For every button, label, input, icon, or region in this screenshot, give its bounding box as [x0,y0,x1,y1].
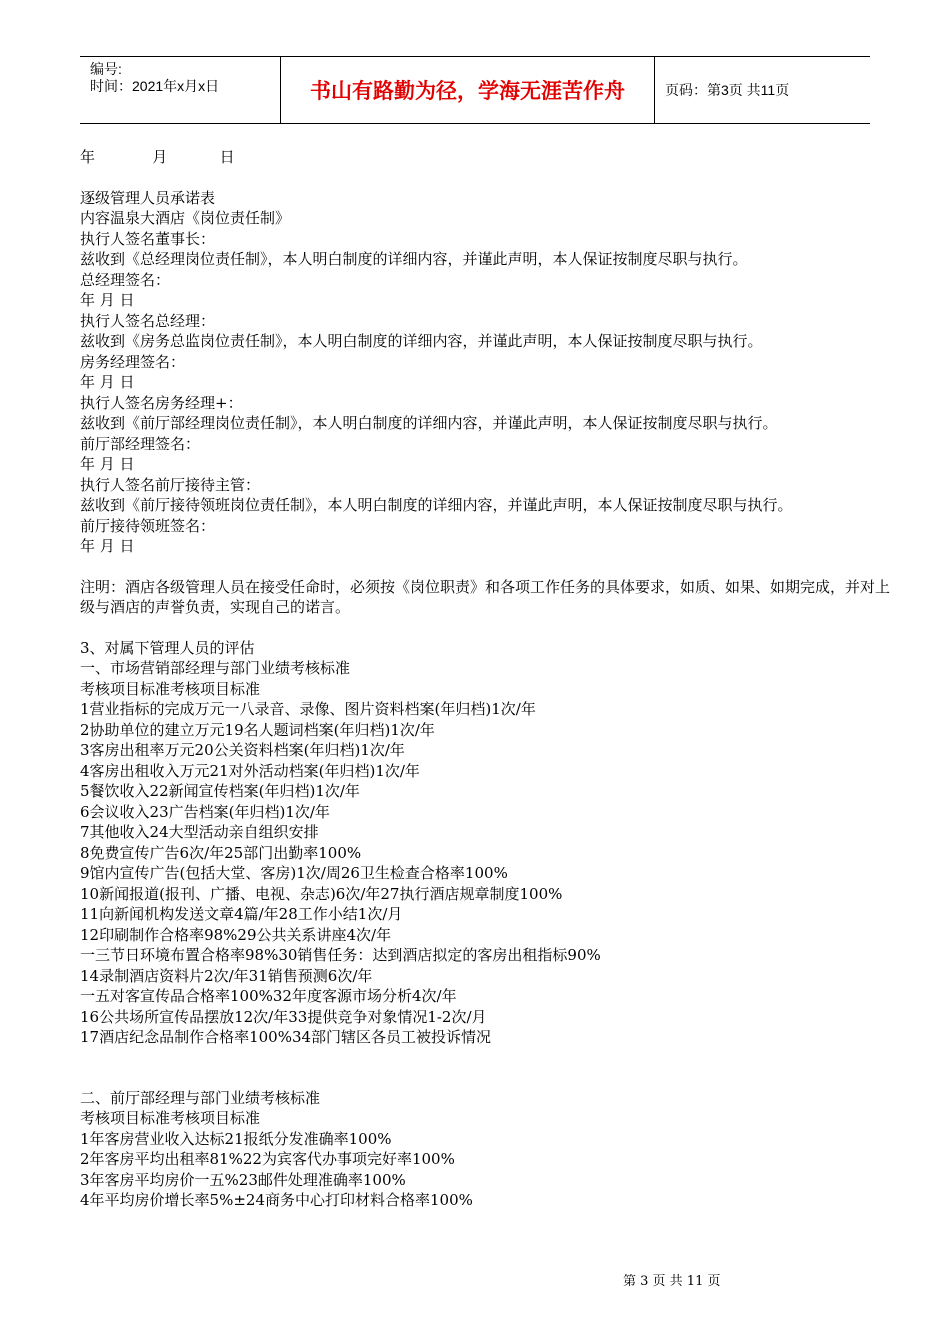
text-line: 10新闻报道(报刊、广播、电视、杂志)6次/年27执行酒店规章制度100% [80,884,563,903]
text-line: 年 月 日 [80,373,135,391]
text-line: 兹收到《房务总监岗位责任制》，本人明白制度的详细内容，并谨此声明，本人保证按制度尽职与执行。 [80,332,763,350]
text-line: 6会议收入23广告档案(年归档)1次/年 [80,802,330,821]
text-line: 14录制酒店资料片2次/年31销售预测6次/年 [80,966,373,985]
text-line: 一三节日环境布置合格率98%30销售任务：达到酒店拟定的客房出租指标90% [80,946,601,964]
text-line: 年 月 日 [80,537,135,555]
text-line: 11向新闻机构发送文章4篇/年28工作小结1次/月 [80,905,403,923]
text-line: 2协助单位的建立万元19名人题词档案(年归档)1次/年 [80,720,435,739]
text-line: 房务经理签名： [80,352,186,371]
text-line: 1年客房营业收入达标21报纸分发准确率100% [80,1129,392,1148]
text-line: 16公共场所宣传品摆放12次/年33提供竞争对象情况1-2次/月 [80,1007,487,1026]
text-line: 3客房出租率万元20公关资料档案(年归档)1次/年 [80,741,405,759]
text-line: 9馆内宣传广告(包括大堂、客房)1次/周26卫生检查合格率100% [80,864,508,882]
text-line: 年 月 日 [80,148,235,166]
document-number-label: 编号: [90,61,122,77]
front-office-assessment-block [80,1088,890,1211]
marketing-assessment-block [80,638,890,1048]
text-line: 一五对客宣传品合格率100%32年度客源市场分析4次/年 [80,987,457,1005]
text-line: 4年平均房价增长率5%±24商务中心打印材料合格率100% [80,1191,473,1209]
text-line: 年 月 日 [80,291,135,309]
text-line: 兹收到《前厅部经理岗位责任制》，本人明白制度的详细内容，并谨此声明，本人保证按制度尽职与执行。 [80,414,778,432]
text-line: 年 月 日 [80,455,135,473]
text-line: 4客房出租收入万元21对外活动档案(年归档)1次/年 [80,761,420,780]
text-line: 执行人签名董事长： [80,229,216,248]
page-header [80,56,870,124]
header-page-info: 页码：第3页 共11页 [665,82,790,98]
text-line: 考核项目标准考核项目标准 [80,1109,261,1127]
text-line: 8免费宣传广告6次/年25部门出勤率100% [80,843,362,862]
text-line: 3、对属下管理人员的评估 [80,638,255,657]
note-paragraph: 注明：酒店各级管理人员在接受任命时，必须按《岗位职责》和各项工作任务的具体要求，如质、如果、如期完成，并对上级与酒店的声誉负责，实现自己的诺言。 [80,577,891,616]
text-line: 执行人签名房务经理+： [80,393,243,412]
header-motto: 书山有路勤为径，学海无涯苦作舟 [281,57,655,123]
text-line: 前厅接待领班签名： [80,516,216,535]
text-line: 1营业指标的完成万元一八录音、录像、图片资料档案(年归档)1次/年 [80,700,536,718]
text-line: 前厅部经理签名： [80,434,201,453]
commitment-form-block [80,188,890,557]
text-line: 执行人签名前厅接待主管： [80,475,261,494]
text-line: 兹收到《总经理岗位责任制》，本人明白制度的详细内容，并谨此声明，本人保证按制度尽职与执行。 [80,250,748,268]
header-meta [80,57,281,123]
text-line: 3年客房平均房价一五%23邮件处理准确率100% [80,1170,406,1189]
text-line: 一、市场营销部经理与部门业绩考核标准 [80,659,351,677]
text-line: 总经理签名： [80,270,171,289]
text-line: 执行人签名总经理： [80,311,216,330]
date-line-block [80,147,890,168]
document-time: 时间：2021年x月x日 [90,78,220,94]
text-line: 2年客房平均出租率81%22为宾客代办事项完好率100% [80,1150,455,1168]
text-line: 12印刷制作合格率98%29公共关系讲座4次/年 [80,925,392,944]
text-line: 7其他收入24大型活动亲自组织安排 [80,823,319,841]
text-line: 兹收到《前厅接待领班岗位责任制》，本人明白制度的详细内容，并谨此声明，本人保证按制度尽职与执行。 [80,496,793,514]
text-line: 17酒店纪念品制作合格率100%34部门辖区各员工被投诉情况 [80,1028,492,1046]
text-line: 二、前厅部经理与部门业绩考核标准 [80,1088,321,1107]
text-line: 逐级管理人员承诺表 [80,188,216,207]
page-footer: 第 3 页 共 11 页 [623,1274,721,1289]
text-line: 5餐饮收入22新闻宣传档案(年归档)1次/年 [80,782,360,800]
text-line: 考核项目标准考核项目标准 [80,679,261,698]
document-body [80,147,890,1211]
text-line: 内容温泉大酒店《岗位责任制》 [80,209,291,227]
